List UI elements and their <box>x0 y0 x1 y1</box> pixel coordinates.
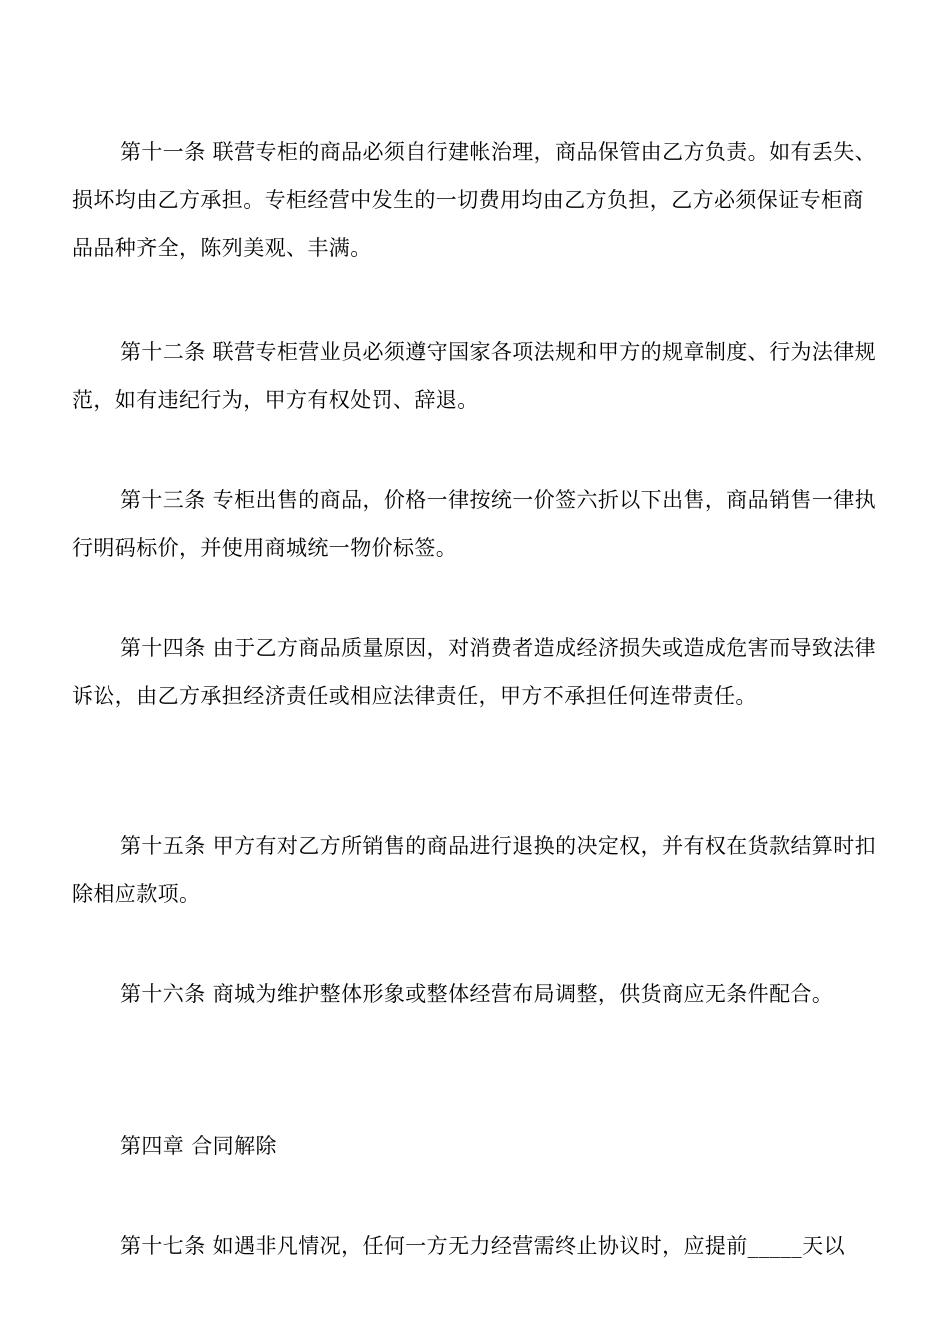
article-14: 第十四条 由于乙方商品质量原因，对消费者造成经济损失或造成危害而导致法律诉讼，由乙方承担经济责任或相应法律责任，甲方不承担任何连带责任。 <box>72 636 877 708</box>
article-17: 第十七条 如遇非凡情况，任何一方无力经营需终止协议时，应提前_____天以 <box>120 1234 845 1258</box>
article-15: 第十五条 甲方有对乙方所销售的商品进行退换的决定权，并有权在货款结算时扣除相应款项。 <box>72 834 877 906</box>
article-11: 第十一条 联营专柜的商品必须自行建帐治理，商品保管由乙方负责。如有丢失、损坏均由乙方承担。专柜经营中发生的一切费用均由乙方负担，乙方必须保证专柜商品品种齐全，陈列美观、丰满。 <box>72 140 877 260</box>
chapter-4-heading: 第四章 合同解除 <box>120 1134 277 1158</box>
article-16: 第十六条 商城为维护整体形象或整体经营布局调整，供货商应无条件配合。 <box>120 982 834 1006</box>
article-12: 第十二条 联营专柜营业员必须遵守国家各项法规和甲方的规章制度、行为法律规范，如有违纪行为，甲方有权处罚、辞退。 <box>72 340 877 412</box>
article-13: 第十三条 专柜出售的商品，价格一律按统一价签六折以下出售，商品销售一律执行明码标价，并使用商城统一物价标签。 <box>72 488 877 560</box>
